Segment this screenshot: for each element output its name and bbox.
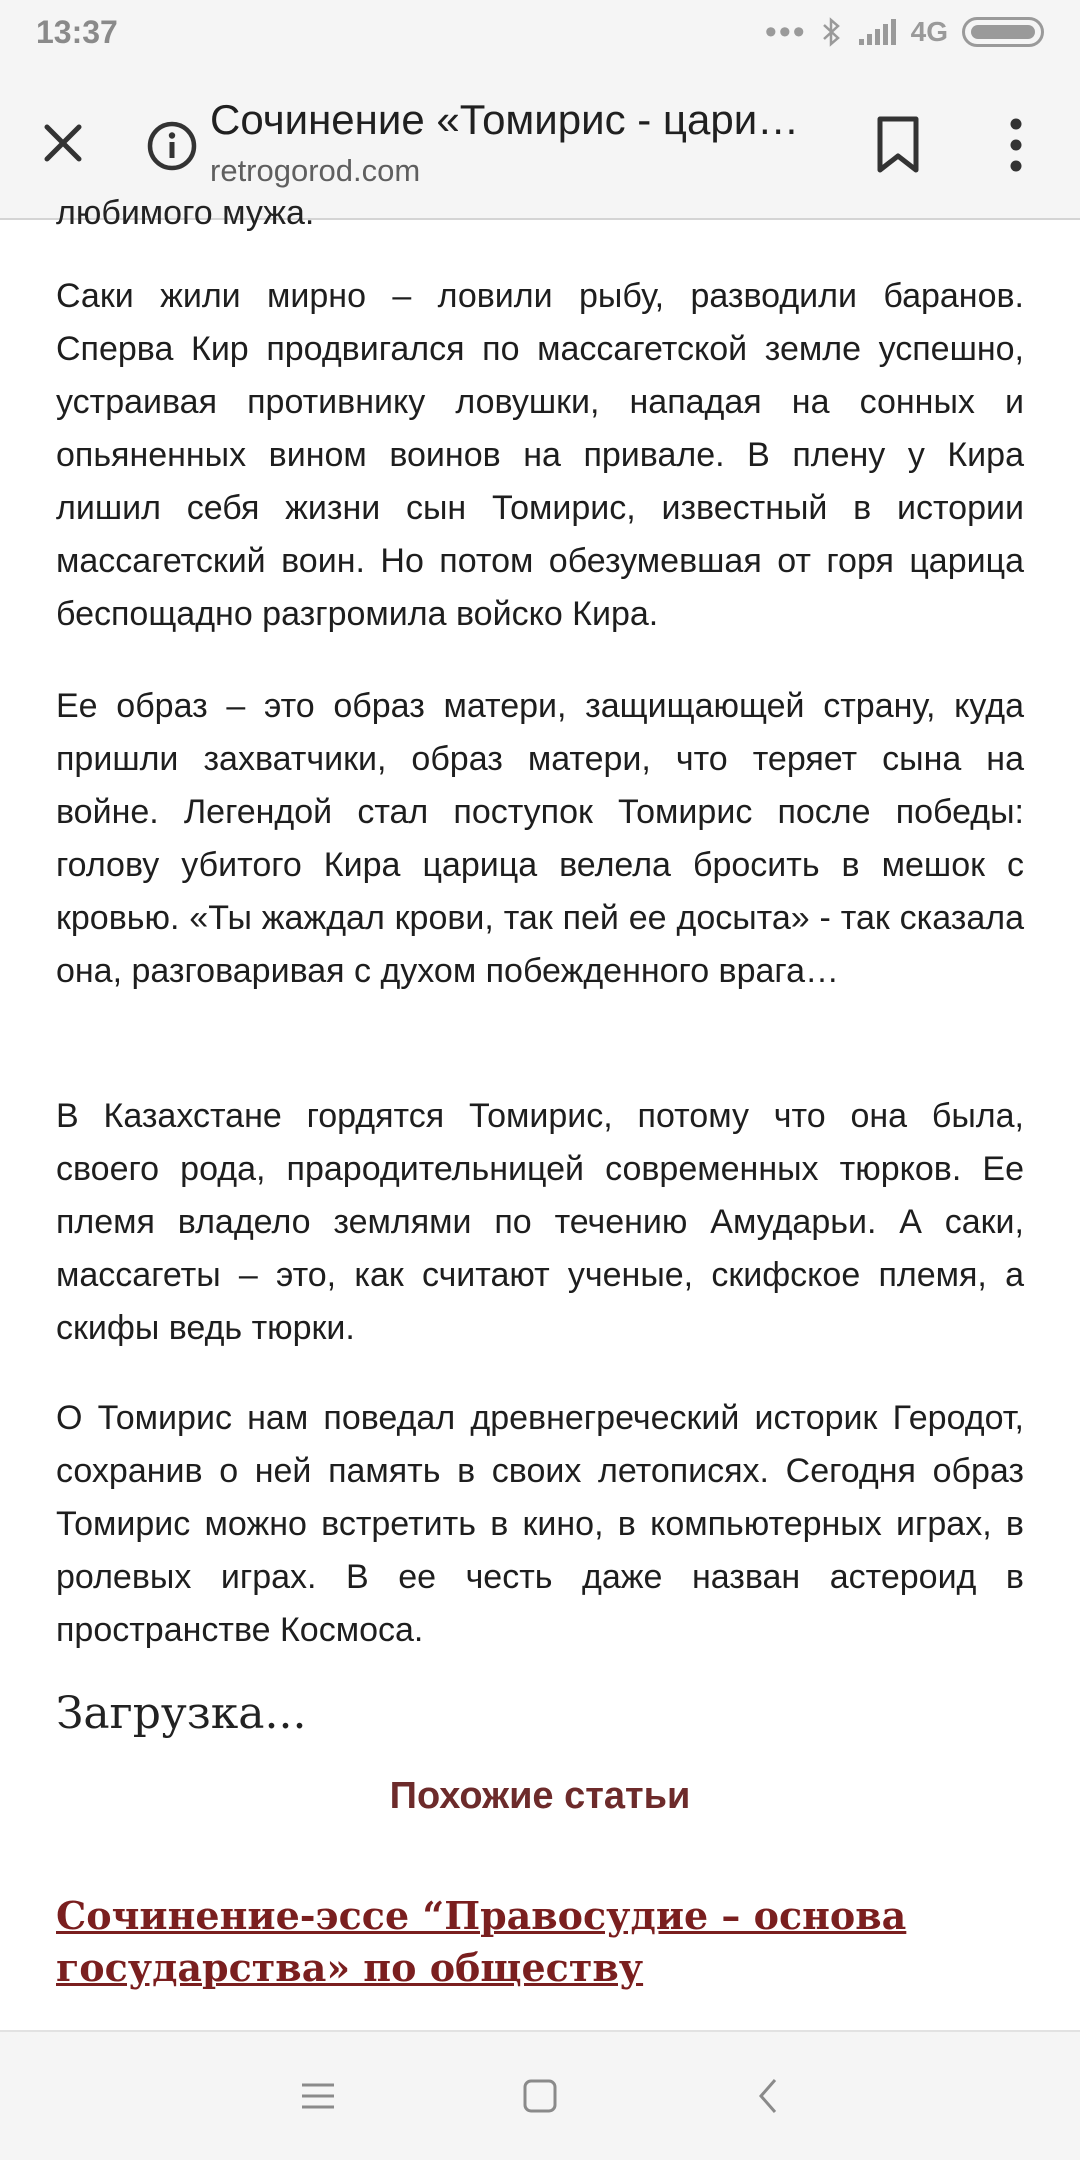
status-bar: [0, 0, 1080, 64]
site-info-button[interactable]: [146, 120, 198, 172]
close-button[interactable]: [30, 110, 96, 176]
article-paragraph: О Томирис нам поведал древнегреческий историк Геродот, сохранив о ней память в своих летописях. Сегодня образ Томирис можно встретить в кино, в компьютерных играх, в ролевых играх. В ее честь даже назван астероид в пространстве Космоса.: [56, 1399, 1024, 1649]
partial-text-line: любимого мужа.: [56, 194, 315, 232]
recents-button[interactable]: [286, 2064, 350, 2128]
related-articles-heading: Похожие статьи: [389, 1775, 691, 1817]
close-icon: [41, 121, 85, 165]
square-icon: [522, 2078, 558, 2114]
status-time: 13:37: [36, 13, 118, 50]
article-paragraph: Ее образ – это образ матери, защищающей страну, куда пришли захватчики, образ матери, что теряет сына на войне. Легендой стал поступок Томирис после победы: голову убитого Кира царица велела бросить в мешок с кровью. «Ты жаждал крови, так пей ее досыта» - так сказала она, разговаривая с духом побежденного врага…: [56, 687, 1024, 990]
back-button[interactable]: [736, 2064, 800, 2128]
home-button[interactable]: [508, 2064, 572, 2128]
status-icons: [765, 15, 1044, 49]
title-area[interactable]: [210, 94, 830, 192]
bookmark-button[interactable]: [872, 114, 924, 176]
bookmark-icon: [872, 114, 924, 176]
related-article-link[interactable]: Сочинение-эссе “Правосудие – основа государства» по обществу: [56, 1893, 907, 1990]
page-url: retrogorod.com: [210, 153, 421, 188]
bluetooth-icon: [821, 16, 843, 48]
signal-icon: [857, 17, 897, 47]
article-paragraph: Саки жили мирно – ловили рыбу, разводили баранов. Сперва Кир продвигался по массагетской земле успешно, устраивая противнику ловушки, нападая на сонных и опьяненных вином воинов на привале. В плену у Кира лишил себя жизни сын Томирис, известный в истории массагетский воин. Но потом обезумевшая от горя царица беспощадно разгромила войско Кира.: [56, 277, 1024, 633]
network-type: 4G: [910, 16, 948, 47]
more-vert-icon: [994, 114, 1038, 176]
system-nav-bar: [0, 2030, 1080, 2160]
page-title: Сочинение «Томирис - цари…: [210, 96, 800, 143]
battery-icon: [962, 17, 1044, 47]
article-content: [0, 194, 1080, 2030]
menu-icon: [298, 2080, 338, 2112]
back-chevron-icon: [753, 2076, 783, 2116]
more-menu-button[interactable]: [994, 114, 1038, 176]
more-notifications-icon: •••: [764, 13, 807, 51]
info-icon: [146, 120, 198, 172]
article-paragraph: В Казахстане гордятся Томирис, потому что она была, своего рода, прародительницей современных тюрков. Ее племя владело землями по течению Амударьи. А саки, массагеты – это, как считают ученые, скифское племя, а скифы ведь тюрки.: [56, 1097, 1024, 1347]
loading-text: Загрузка...: [56, 1688, 307, 1739]
